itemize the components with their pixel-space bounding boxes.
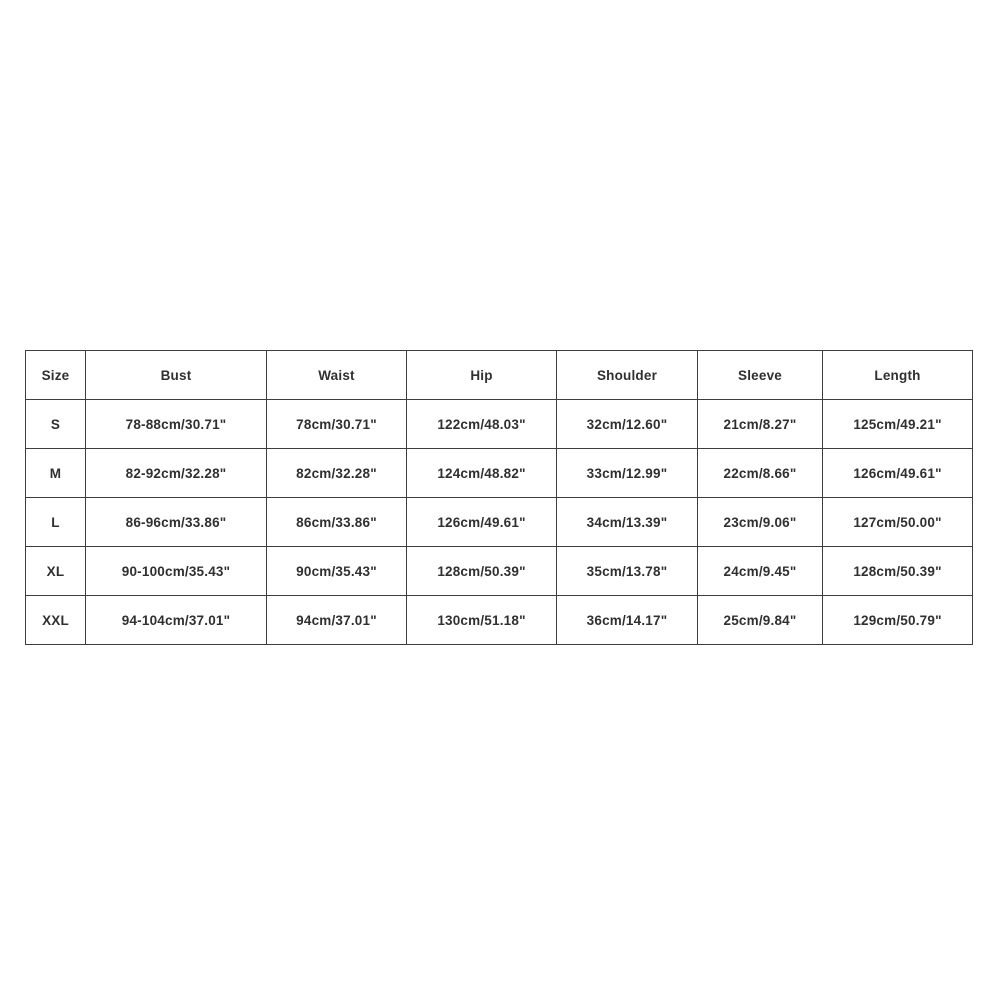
cell-length: 126cm/49.61" (823, 449, 973, 498)
cell-waist: 86cm/33.86" (267, 498, 407, 547)
cell-waist: 90cm/35.43" (267, 547, 407, 596)
cell-bust: 94-104cm/37.01" (86, 596, 267, 645)
header-waist: Waist (267, 351, 407, 400)
table-row-xxl (26, 596, 973, 645)
cell-shoulder: 34cm/13.39" (557, 498, 698, 547)
cell-shoulder: 35cm/13.78" (557, 547, 698, 596)
cell-sleeve: 22cm/8.66" (698, 449, 823, 498)
cell-size: M (26, 449, 86, 498)
cell-length: 129cm/50.79" (823, 596, 973, 645)
cell-waist: 94cm/37.01" (267, 596, 407, 645)
cell-size: XL (26, 547, 86, 596)
header-bust: Bust (86, 351, 267, 400)
cell-size: L (26, 498, 86, 547)
cell-hip: 128cm/50.39" (407, 547, 557, 596)
cell-waist: 82cm/32.28" (267, 449, 407, 498)
header-sleeve: Sleeve (698, 351, 823, 400)
cell-sleeve: 25cm/9.84" (698, 596, 823, 645)
cell-length: 127cm/50.00" (823, 498, 973, 547)
cell-sleeve: 24cm/9.45" (698, 547, 823, 596)
table-row-s (26, 400, 973, 449)
cell-bust: 86-96cm/33.86" (86, 498, 267, 547)
cell-shoulder: 33cm/12.99" (557, 449, 698, 498)
cell-length: 125cm/49.21" (823, 400, 973, 449)
table-row-l (26, 498, 973, 547)
header-size: Size (26, 351, 86, 400)
cell-shoulder: 36cm/14.17" (557, 596, 698, 645)
header-hip: Hip (407, 351, 557, 400)
cell-bust: 90-100cm/35.43" (86, 547, 267, 596)
cell-bust: 82-92cm/32.28" (86, 449, 267, 498)
cell-bust: 78-88cm/30.71" (86, 400, 267, 449)
cell-sleeve: 23cm/9.06" (698, 498, 823, 547)
cell-sleeve: 21cm/8.27" (698, 400, 823, 449)
cell-size: XXL (26, 596, 86, 645)
cell-waist: 78cm/30.71" (267, 400, 407, 449)
cell-hip: 126cm/49.61" (407, 498, 557, 547)
cell-hip: 130cm/51.18" (407, 596, 557, 645)
header-row (26, 351, 973, 400)
table-row-m (26, 449, 973, 498)
size-chart-table (25, 350, 973, 645)
cell-length: 128cm/50.39" (823, 547, 973, 596)
cell-hip: 122cm/48.03" (407, 400, 557, 449)
header-length: Length (823, 351, 973, 400)
cell-shoulder: 32cm/12.60" (557, 400, 698, 449)
table-row-xl (26, 547, 973, 596)
cell-size: S (26, 400, 86, 449)
header-shoulder: Shoulder (557, 351, 698, 400)
cell-hip: 124cm/48.82" (407, 449, 557, 498)
